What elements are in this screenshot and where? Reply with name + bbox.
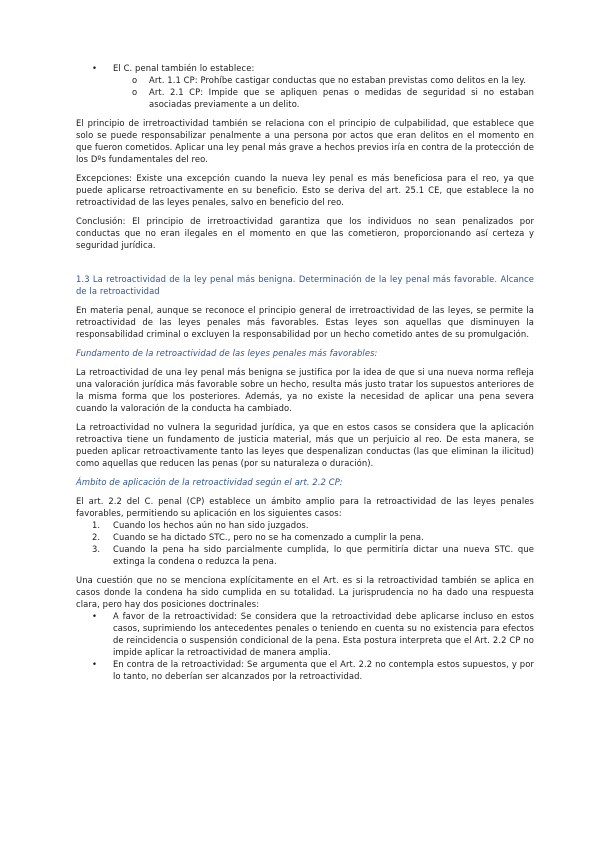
paragraph-penal-matter: En materia penal, aunque se reconoce el principio general de irretroactividad de las leyes, se permite la retroactividad de las leyes penales más favorables. Estas leyes son aquellas que disminuyen la responsabilidad criminal o excluyen la responsabilidad por un hecho cometido antes de su promulgación. (76, 305, 534, 339)
list-item-text: En contra de la retroactividad: Se argumenta que el Art. 2.2 no contempla estos supuestos, y por lo tanto, no deberían ser alcanzados por la retroactividad. (113, 659, 534, 681)
section-heading: 1.3 La retroactividad de la ley penal más benigna. Determinación de la ley penal más favorable. Alcance de la retroactividad (76, 274, 534, 296)
numbered-item-text: Cuando los hechos aún no han sido juzgados. (113, 520, 309, 530)
subheading-ambito: Ámbito de aplicación de la retroactividad según el art. 2.2 CP: (76, 477, 343, 487)
bullet-marker: • (92, 659, 98, 669)
bullet-marker: • (92, 63, 98, 73)
sub-bullet-marker: o (132, 87, 138, 97)
numbered-item (76, 531, 534, 543)
numbered-item (76, 519, 534, 531)
list-item-text: El C. penal también lo establece: (113, 63, 255, 73)
list-item (76, 610, 534, 658)
numbered-item-text: Cuando se ha dictado STC., pero no se ha comenzado a cumplir la pena. (113, 532, 424, 542)
paragraph-legal-certainty: La retroactividad no vulnera la seguridad jurídica, ya que en estos casos se considera que la aplicación retroactiva tiene un fundamento de justicia material, más que un perjuicio al reo. De esta manera, se pueden aplicar retroactivamente tanto las leyes que despenalizan conductas (las que eliminan la ilicitud) como aquellas que reducen las penas (por su naturaleza o duración). (76, 422, 534, 468)
paragraph-art-2-2: El art. 2.2 del C. penal (CP) establece un ámbito amplio para la retroactividad de las leyes penales favorables, permitiendo su aplicación en los siguientes casos: (76, 496, 534, 518)
intro-sublist (76, 74, 534, 110)
numbered-item-text: Cuando la pena ha sido parcialmente cumplida, lo que permitiría dictar una nueva STC. que extinga la condena o reduzca la pena. (113, 544, 534, 566)
paragraph-exceptions: Excepciones: Existe una excepción cuando la nueva ley penal es más beneficiosa para el reo, ya que puede aplicarse retroactivamente en su beneficio. Esto se deriva del art. 25.1 CE, que establece la no retroactividad de las leyes penales, salvo en beneficio del reo. (76, 173, 534, 207)
paragraph-culpability: El principio de irretroactividad también se relaciona con el principio de culpabilidad, que establece que solo se puede responsabilizar penalmente a una persona por actos que eran delitos en el momento en que fueron cometidos. Aplicar una ley penal más grave a hechos previos iría en contra de la protección de los Dºs fundamentales del reo. (76, 118, 534, 164)
intro-list (76, 62, 534, 74)
sub-list-item-text: Art. 1.1 CP: Prohíbe castigar conductas que no estaban previstas como delitos en la ley. (149, 75, 527, 85)
numbered-item (76, 543, 534, 567)
sub-bullet-marker: o (132, 75, 138, 85)
sub-list-item (76, 86, 534, 110)
subheading-fundamento: Fundamento de la retroactividad de las leyes penales más favorables: (76, 348, 378, 358)
sub-list-item-text: Art. 2.1 CP: Impide que se apliquen penas o medidas de seguridad si no estaban asociadas previamente a un delito. (149, 87, 534, 109)
list-item-text: A favor de la retroactividad: Se considera que la retroactividad debe aplicarse incluso en estos casos, suprimiendo los antecedentes penales o teniendo en cuenta su no existencia para efectos de reincidencia o suspensión condicional de la pena. Esta postura interpreta que el Art. 2.2 CP no impide aplicar la retroactividad de manera amplia. (113, 611, 534, 657)
list-item (76, 62, 534, 74)
sub-list-item (76, 74, 534, 86)
paragraph-conclusion: Conclusión: El principio de irretroactividad garantiza que los individuos no sean penalizados por conductas que no eran ilegales en el momento en que las cometieron, proporcionando así certeza y seguridad jurídica. (76, 216, 534, 250)
document-page (76, 62, 534, 682)
paragraph-justification: La retroactividad de una ley penal más benigna se justifica por la idea de que si una nueva norma refleja una valoración jurídica más favorable sobre un hecho, resulta más justo tratar los supuestos anteriores de la misma forma que los posteriores. Además, ya no existe la necesidad de aplicar una pena severa cuando la valoración de la conducta ha cambiado. (76, 367, 534, 413)
paragraph-open-question: Una cuestión que no se menciona explícitamente en el Art. es si la retroactividad también se aplica en casos donde la condena ha sido cumplida en su totalidad. La jurisprudencia no ha dado una respuesta clara, pero hay dos posiciones doctrinales: (76, 575, 534, 609)
numbered-item-label: 3. (92, 544, 101, 554)
numbered-list (76, 519, 534, 567)
doctrinal-positions-list (76, 610, 534, 682)
bullet-marker: • (92, 611, 98, 621)
numbered-item-label: 2. (92, 532, 101, 542)
list-item (76, 658, 534, 682)
numbered-item-label: 1. (92, 520, 101, 530)
